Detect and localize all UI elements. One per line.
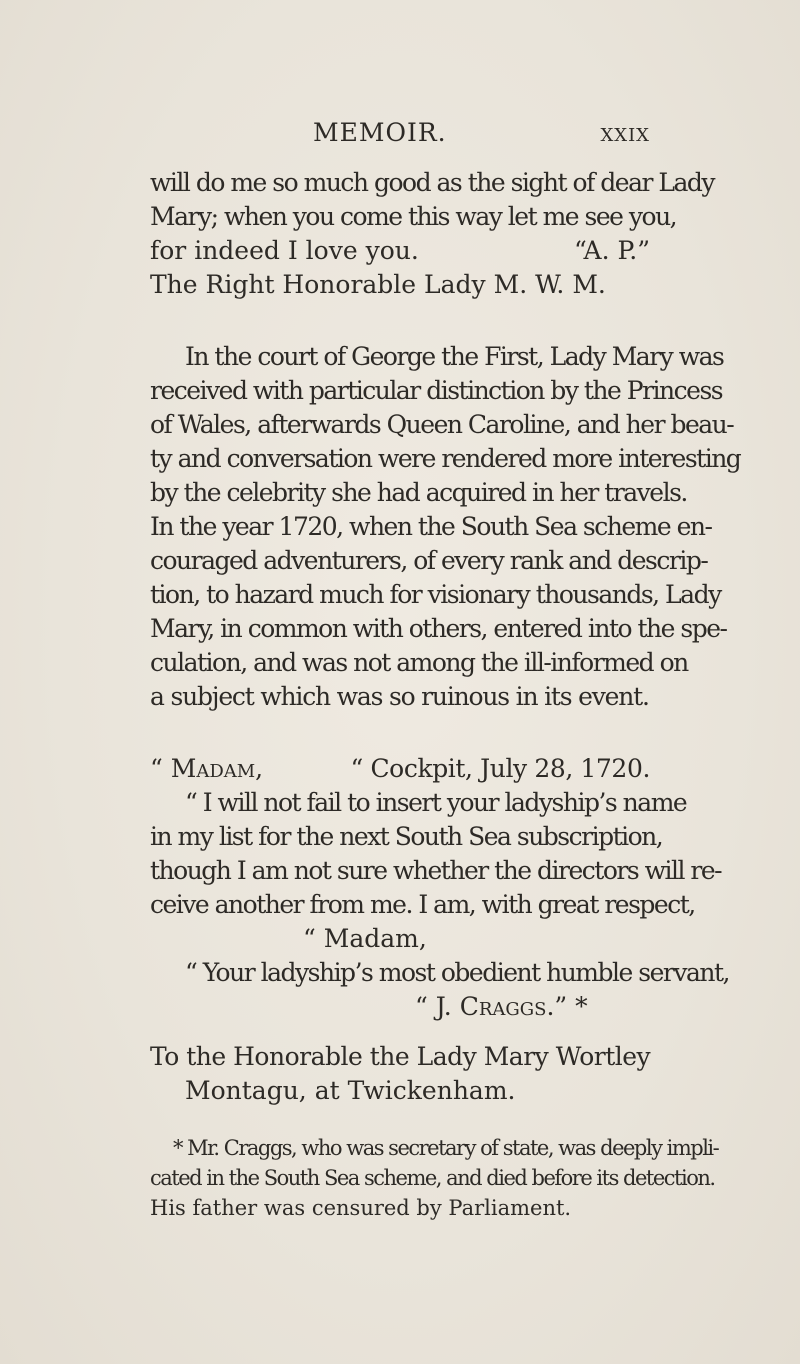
narrative-line-5: by the celebrity she had acquired in her travels. — [150, 478, 687, 507]
letter2-body-line-4: ceive another from me. I am, with great respect, — [150, 890, 695, 919]
page-number: xxix — [600, 118, 650, 147]
letter1-signature: “A. P.” — [574, 236, 650, 265]
letter2-closing-servant: “ Your ladyship’s most obedient humble servant, — [185, 958, 729, 987]
narrative-line-1: In the court of George the First, Lady Mary was — [185, 342, 724, 371]
narrative-line-9: Mary, in common with others, entered into the spe- — [150, 614, 727, 643]
running-title: MEMOIR. — [313, 118, 447, 147]
narrative-line-2: received with particular distinction by the Princess — [150, 376, 723, 405]
narrative-line-3: of Wales, afterwards Queen Caroline, and her beau- — [150, 410, 734, 439]
letter1-line-2: Mary; when you come this way let me see you, — [150, 202, 677, 231]
letter2-body-line-1: “ I will not fail to insert your ladyship’s name — [185, 788, 687, 817]
narrative-line-4: ty and conversation were rendered more interesting — [150, 444, 741, 473]
narrative-line-6: In the year 1720, when the South Sea scheme en- — [150, 512, 712, 541]
narrative-line-10: culation, and was not among the ill-informed on — [150, 648, 688, 677]
letter2-address-line-1: To the Honorable the Lady Mary Wortley — [150, 1042, 651, 1071]
narrative-line-11: a subject which was so ruinous in its event. — [150, 682, 649, 711]
letter2-signature: “ J. Craggs.” * — [415, 992, 588, 1021]
narrative-line-8: tion, to hazard much for visionary thousands, Lady — [150, 580, 721, 609]
letter1-line-1: will do me so much good as the sight of dear Lady — [150, 168, 714, 197]
letter2-salutation: “ Madam, — [150, 754, 264, 783]
footnote-line-1: * Mr. Craggs, who was secretary of state, was deeply impli- — [173, 1136, 719, 1160]
letter2-dateline: “ Cockpit, July 28, 1720. — [350, 754, 650, 783]
footnote-line-2: cated in the South Sea scheme, and died before its detection. — [150, 1166, 715, 1190]
letter2-closing-madam: “ Madam, — [303, 924, 427, 953]
page-header — [0, 118, 800, 152]
letter1-addressee: The Right Honorable Lady M. W. M. — [150, 270, 606, 299]
letter1-line-3: for indeed I love you. — [150, 236, 419, 265]
letter2-body-line-2: in my list for the next South Sea subscription, — [150, 822, 663, 851]
letter2-address-line-2: Montagu, at Twickenham. — [185, 1076, 516, 1105]
narrative-line-7: couraged adventurers, of every rank and descrip- — [150, 546, 708, 575]
footnote-line-3: His father was censured by Parliament. — [150, 1196, 572, 1220]
letter2-body-line-3: though I am not sure whether the directors will re- — [150, 856, 722, 885]
